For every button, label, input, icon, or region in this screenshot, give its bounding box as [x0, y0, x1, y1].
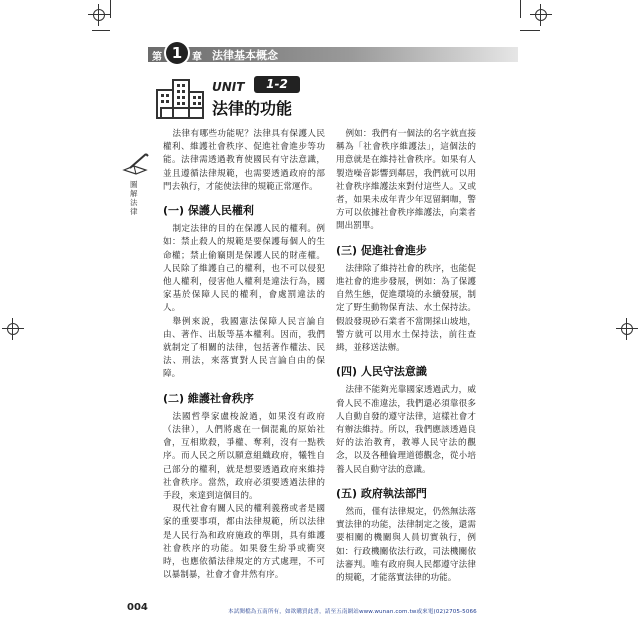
section-heading-3: (三) 促進社會進步 [336, 243, 427, 257]
crop-mark [110, 0, 111, 18]
chapter-header-bar [148, 47, 518, 62]
right-intro-paragraph: 例如：我們有一個法的名字就直接稱為「社會秩序維護法」，這個法的用意就是在維持社會秩序。如果有人製造噪音影響到鄰居，我們就可以用社會秩序維護法來對付這些人。又或者，如果未成年青少年逗留網咖，警方可以依據社會秩序維護法，向業者開出罰單。 [336, 129, 476, 232]
registration-mark-top-right [530, 4, 552, 26]
section-2-paragraph-2: 現代社會有關人民的權利義務或者是國家的重要事項，都由法律規範，所以法律是人民行為和政府施政的準則，具有維護社會秩序的功能。如果發生紛爭或衝突時，也應依循法律規定的方式處理，不可以暴制暴，社會才會井然有序。 [163, 504, 325, 581]
section-heading-1: (一) 保護人民權利 [163, 204, 254, 218]
registration-mark-left-middle [2, 318, 24, 340]
chapter-title: 法律基本概念 [212, 49, 278, 62]
section-1-paragraph-1: 制定法律的目的在保護人民的權利。例如：禁止殺人的規範是要保護每個人的生命權；禁止偷竊則是保護人民的財產權。人民除了維護自己的權利，也不可以侵犯他人權利，侵害他人權利是違法行為，國家基於保障人民的權利，會處罰違法的人。 [163, 224, 325, 314]
right-column [336, 128, 476, 585]
left-column [163, 128, 325, 583]
chapter-suffix: 章 [192, 52, 202, 63]
chapter-prefix: 第 [152, 52, 162, 63]
unit-title: 法律的功能 [212, 99, 293, 118]
section-4-paragraph-1: 法律不能夠光靠國家透過武力，威脅人民不准違法，我們還必須靠很多人自動自發的遵守法律，這樣社會才有辦法維持。所以，我們應該透過良好的法治教育，教導人民守法的觀念，以及各種倫理道德觀念，從小培養人民自動守法的意識。 [336, 385, 476, 475]
section-5-paragraph-1: 然而，僅有法律規定，仍然無法落實法律的功能，法律制定之後，還需要相關的機關與人員切實執行，例如：行政機關依法行政，司法機關依法審判。唯有政府與人民都遵守法律的規範，才能落實法律的功能。 [336, 507, 476, 584]
crop-mark [520, 0, 521, 18]
left-intro-paragraph: 法律有哪些功能呢？法律具有保護人民權利、維護社會秩序、促進社會進步等功能。法律需透過教育使國民有守法意識，並且遵循法律規範，也需要透過政府的部門去執行，才能使法律的規範正常運作。 [163, 129, 325, 192]
section-2-paragraph-1: 法國哲學家盧梭說過，如果沒有政府（法律），人們將處在一個混亂的原始社會，互相欺殺，爭權、奪利，沒有一點秩序。而人民之所以願意組織政府，犧牲自己部分的權利，就是想要透過政府來維持社會秩序。當然，政府必須要透過法律的手段，來達到這個目的。 [163, 411, 325, 502]
unit-number-badge: 1-2 [254, 76, 300, 93]
footer-notice: 本試閱檔為五南所有，如欲購買此書，請至五南網站www.wunan.com.tw或來電(02)2705-5066 [228, 609, 477, 615]
side-note-label: 圖解法律 [130, 180, 138, 216]
section-heading-2: (二) 維護社會秩序 [163, 391, 254, 405]
section-heading-4: (四) 人民守法意識 [336, 365, 427, 379]
section-1-paragraph-2: 舉例來說，我國憲法保障人民言論自由、著作、出版等基本權利。因而，我們就制定了相關的法律，包括著作權法、民法、刑法，來落實對人民言論自由的保障。 [163, 316, 325, 380]
chapter-number-badge: 1 [166, 42, 188, 64]
section-3-paragraph-1: 法律除了維持社會的秩序，也能促進社會的進步發展，例如：為了保護自然生態，促進環境的永續發展，制定了野生動物保育法、水土保持法。假設發現砂石業者不當開採山坡地，警方就可以用水土保持法，前往查緝，並移送法辦。 [336, 263, 476, 354]
unit-label: UNIT [212, 80, 245, 94]
building-icon [155, 78, 207, 120]
registration-mark-right-middle [616, 318, 638, 340]
crop-mark [520, 30, 540, 31]
section-heading-5: (五) 政府執法部門 [336, 486, 427, 500]
pen-notebook-icon [122, 152, 150, 176]
page-number: 004 [127, 602, 148, 613]
registration-mark-top-left [88, 4, 110, 26]
crop-mark [92, 30, 110, 31]
